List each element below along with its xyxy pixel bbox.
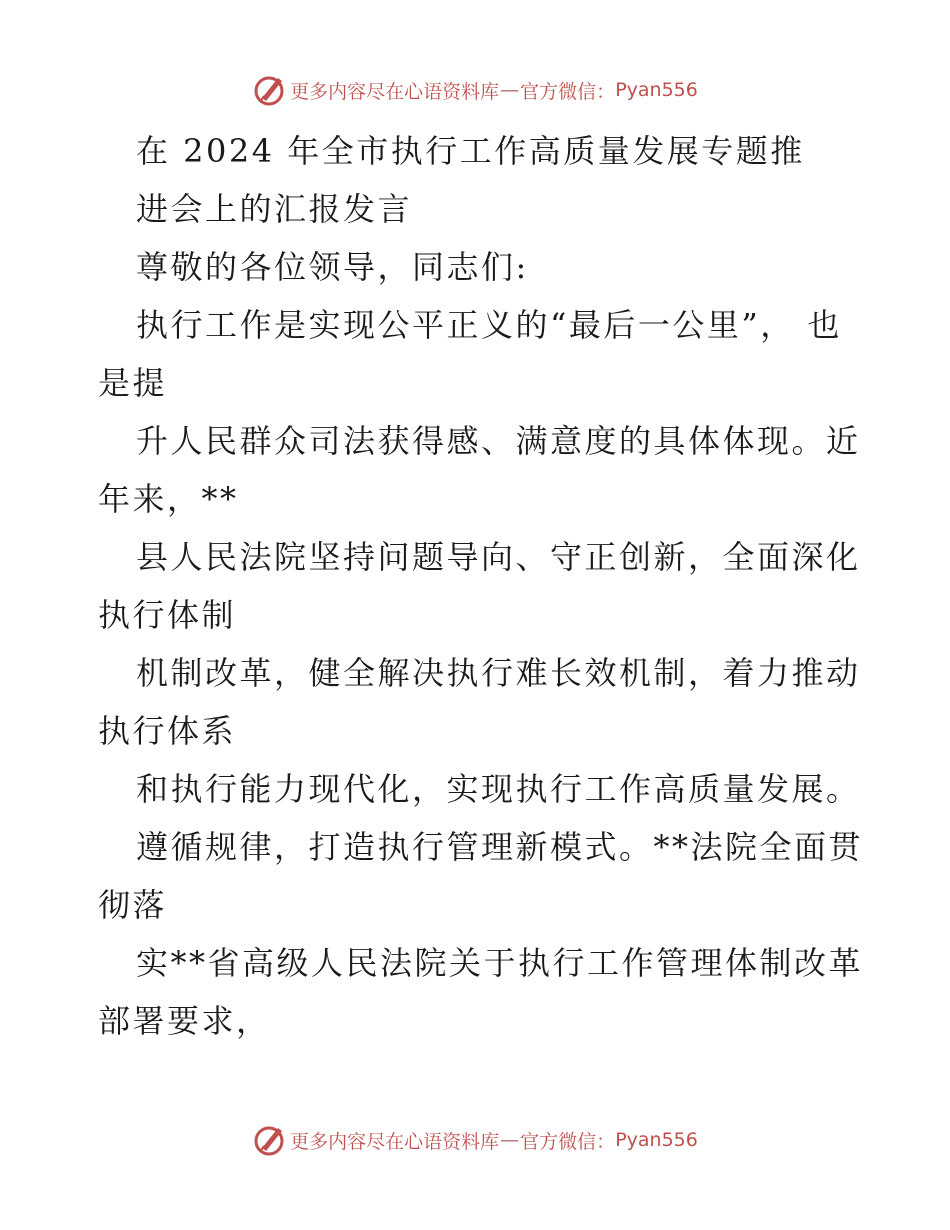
text-line: 彻落 bbox=[98, 886, 168, 924]
watermark-text: 更多内容尽在心语资料库 bbox=[290, 1130, 500, 1153]
watermark-wechat-label: 官方微信： bbox=[520, 1130, 616, 1153]
watermark-wechat-id: Pyan556 bbox=[615, 79, 698, 101]
watermark-dash: — bbox=[500, 1129, 520, 1151]
quill-logo-icon bbox=[252, 72, 288, 108]
text-line: 部署要求， bbox=[98, 1002, 271, 1040]
watermark-wechat-id: Pyan556 bbox=[615, 1129, 698, 1151]
watermark-dash: — bbox=[500, 79, 520, 101]
watermark-text: 更多内容尽在心语资料库 bbox=[290, 80, 500, 103]
text-line: 在 2024 年全市执行工作高质量发展专题推 bbox=[136, 132, 805, 170]
text-line: 执行体系 bbox=[98, 712, 237, 750]
text-line: 机制改革，健全解决执行难长效机制，着力推动 bbox=[136, 654, 861, 692]
text-line: 和执行能力现代化，实现执行工作高质量发展。 bbox=[136, 770, 861, 808]
watermark-wechat-label: 官方微信： bbox=[520, 80, 616, 103]
text-line: 尊敬的各位领导，同志们: bbox=[136, 248, 529, 286]
document-body bbox=[98, 122, 864, 1050]
text-line: 执行工作是实现公平正义的“最后一公里”， 也 bbox=[136, 306, 842, 344]
text-line: 实**省高级人民法院关于执行工作管理体制改革 bbox=[136, 944, 864, 982]
header-watermark bbox=[0, 70, 950, 110]
text-line: 年来，** bbox=[98, 480, 239, 518]
quill-logo-icon bbox=[252, 1122, 288, 1158]
text-line: 是提 bbox=[98, 364, 168, 402]
text-line: 升人民群众司法获得感、满意度的具体体现。近 bbox=[136, 422, 861, 460]
text-line: 进会上的汇报发言 bbox=[136, 190, 413, 228]
footer-watermark bbox=[0, 1120, 950, 1160]
text-line: 遵循规律，打造执行管理新模式。**法院全面贯 bbox=[136, 828, 864, 866]
text-line: 执行体制 bbox=[98, 596, 237, 634]
text-line: 县人民法院坚持问题导向、守正创新，全面深化 bbox=[136, 538, 861, 576]
